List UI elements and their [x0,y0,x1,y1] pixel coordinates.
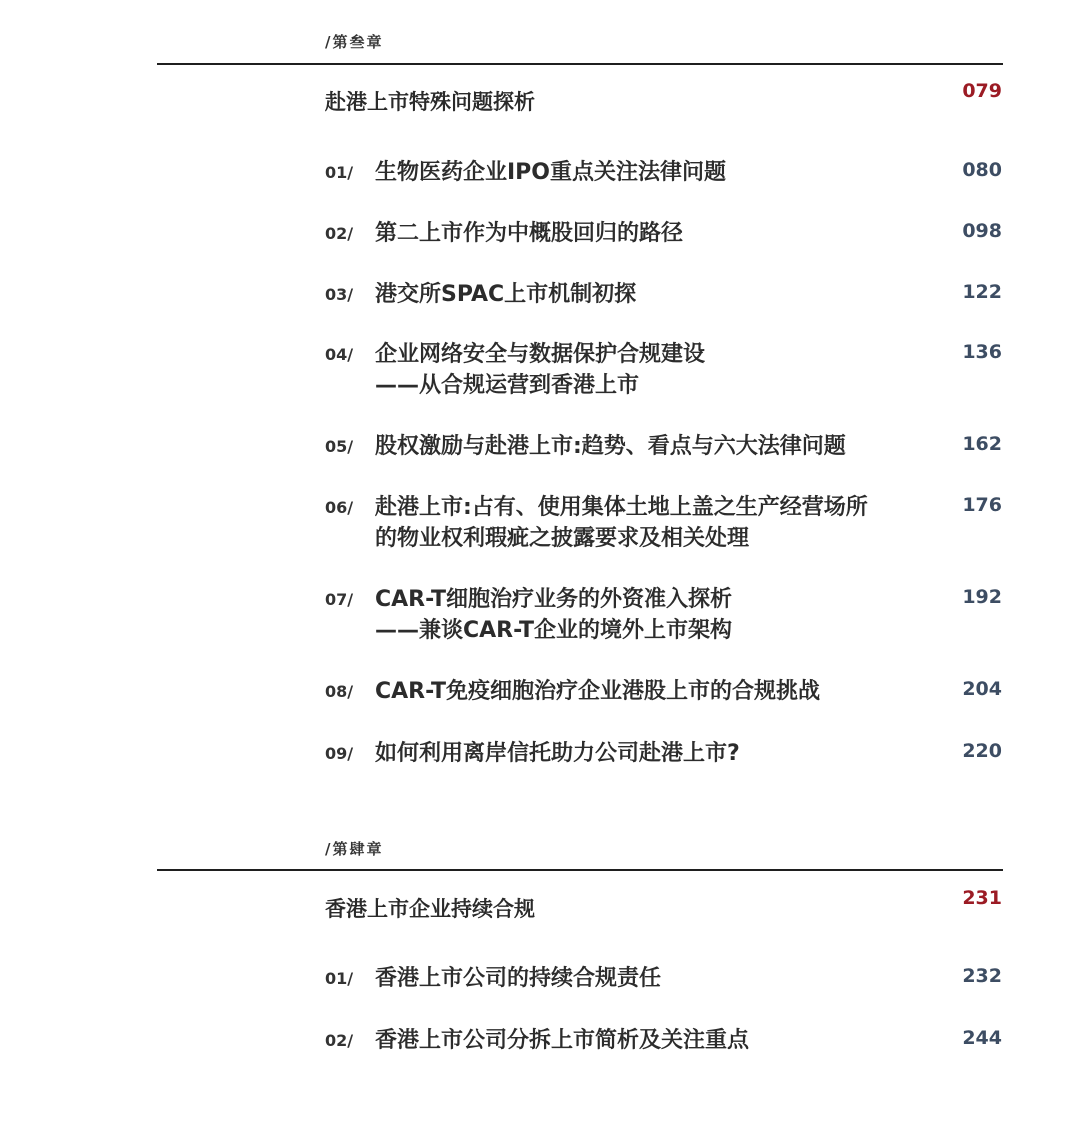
entry-number: 06/ [325,498,354,517]
entry-title [375,1025,945,1056]
entry-title-line: ——兼谈CAR-T企业的境外上市架构 [375,618,733,643]
entry-title-line: 如何利用离岸信托助力公司赴港上市? [375,741,740,766]
entry-title-line: ——从合规运营到香港上市 [375,373,640,398]
entry-title [375,584,945,646]
chapter-3-title: 赴港上市特殊问题探析 [325,90,535,114]
entry-title-line: 香港上市公司分拆上市简析及关注重点 [375,1028,750,1053]
entry-page: 176 [962,494,1002,516]
entry-title-line: 香港上市公司的持续合规责任 [375,966,662,991]
entry-page: 220 [962,740,1002,762]
entry-number: 07/ [325,590,354,609]
chapter-3-divider [157,63,1003,65]
entry-page: 080 [962,159,1002,181]
entry-number: 02/ [325,224,354,243]
entry-page: 122 [962,281,1002,303]
entry-number: 09/ [325,744,354,763]
chapter-3-label: /第叁章 [325,33,384,51]
entry-title [375,963,945,994]
entry-number: 04/ [325,345,354,364]
entry-title [375,738,945,769]
entry-number: 05/ [325,437,354,456]
entry-title-line: 港交所SPAC上市机制初探 [375,282,637,307]
entry-title-line: 股权激励与赴港上市:趋势、看点与六大法律问题 [375,434,846,459]
entry-page: 136 [962,341,1002,363]
chapter-4-title: 香港上市企业持续合规 [325,897,535,921]
entry-title [375,279,945,310]
entry-title [375,218,945,249]
entry-title-line: CAR-T细胞治疗业务的外资准入探析 [375,587,733,612]
entry-page: 162 [962,433,1002,455]
entry-title-line: CAR-T免疫细胞治疗企业港股上市的合规挑战 [375,679,821,704]
chapter-4-divider [157,869,1003,871]
entry-title [375,339,945,401]
entry-title-line: 企业网络安全与数据保护合规建设 [375,342,706,367]
chapter-4-page: 231 [962,887,1002,909]
chapter-3-page: 079 [962,80,1002,102]
entry-title [375,676,945,707]
entry-title-line: 的物业权利瑕疵之披露要求及相关处理 [375,526,750,551]
entry-number: 01/ [325,969,354,988]
entry-title-line: 赴港上市:占有、使用集体土地上盖之生产经营场所 [375,495,868,520]
entry-page: 204 [962,678,1002,700]
entry-page: 098 [962,220,1002,242]
entry-page: 244 [962,1027,1002,1049]
entry-title-line: 第二上市作为中概股回归的路径 [375,221,684,246]
entry-number: 01/ [325,163,354,182]
entry-title [375,431,945,462]
entry-title [375,492,945,554]
entry-number: 03/ [325,285,354,304]
entry-title [375,157,945,188]
chapter-4-label: /第肆章 [325,840,384,858]
entry-page: 232 [962,965,1002,987]
entry-page: 192 [962,586,1002,608]
entry-number: 08/ [325,682,354,701]
entry-number: 02/ [325,1031,354,1050]
entry-title-line: 生物医药企业IPO重点关注法律问题 [375,160,727,185]
